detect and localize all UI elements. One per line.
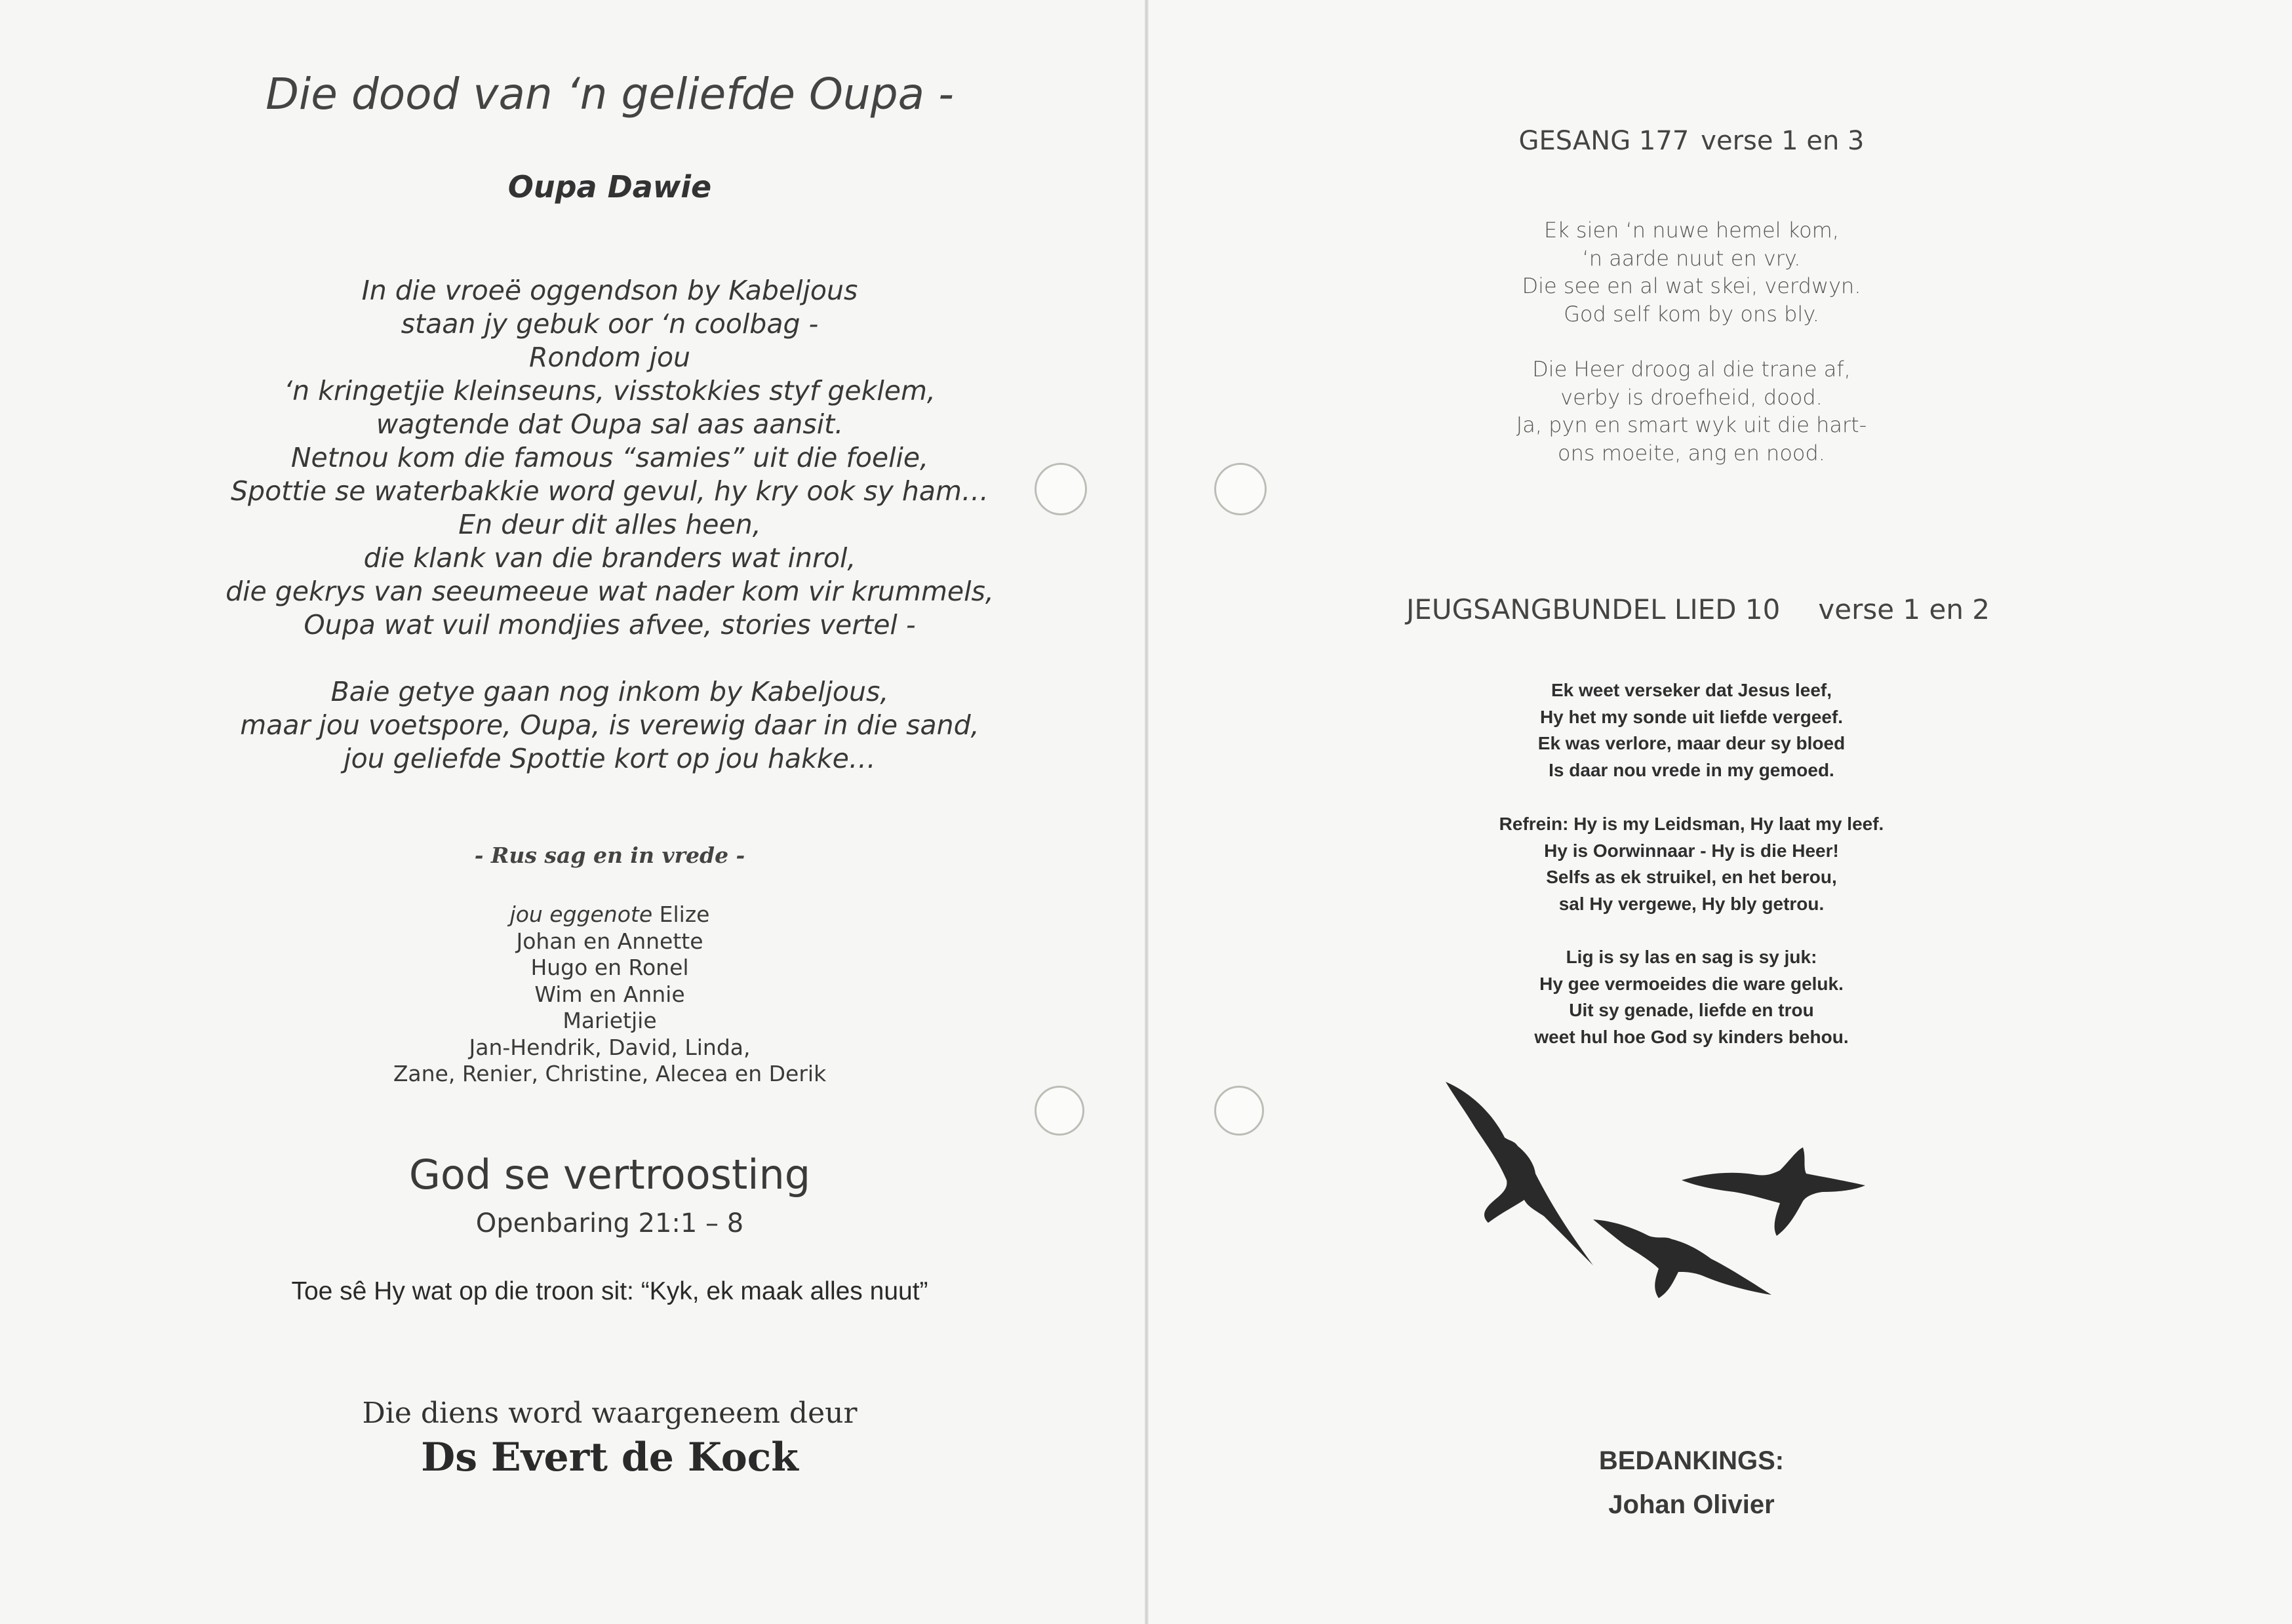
hymn-title (1324, 126, 2059, 156)
poem-line: die klank van die branders wat inrol, (363, 542, 856, 574)
family-line: Hugo en Ronel (530, 955, 689, 980)
bird-icon (1682, 1147, 1865, 1236)
poem-line: wagtende dat Oupa sal aas aansit. (376, 408, 844, 440)
hymn-stanza-2 (1324, 355, 2059, 467)
poem-line: maar jou voetspore, Oupa, is verewig daar in die sand, (240, 709, 979, 741)
minister-name: Ds Evert de Kock (421, 1435, 799, 1480)
subtitle: Oupa Dawie (507, 169, 712, 205)
poem-line: Oupa wat vuil mondjies afvee, stories vertel - (304, 609, 916, 641)
poem-line: Spottie se waterbakkie word gevul, hy kry ook sy ham… (231, 475, 989, 507)
hymn-number: GESANG 177 (1518, 126, 1689, 156)
family-line: Wim en Annie (534, 981, 685, 1007)
hymn-line: ‘n aarde nuut en vry. (1582, 245, 1801, 271)
poem-line: ‘n kringetjie kleinseuns, visstokkies styf geklem, (284, 375, 936, 406)
song-line: Hy gee vermoeides die ware geluk. (1539, 973, 1844, 994)
punch-hole (1035, 1086, 1084, 1136)
family-line: Johan en Annette (516, 928, 703, 954)
page-title: Die dood van ‘n geliefde Oupa - (266, 69, 954, 119)
poem-line: Baie getye gaan nog inkom by Kabeljous, (330, 676, 889, 707)
scripture-quote: Toe sê Hy wat op die troon sit: “Kyk, ek maak alles nuut” (291, 1277, 928, 1305)
acknowledgements-label: BEDANKINGS: (1598, 1446, 1785, 1475)
hymn-line: ons moeite, ang en nood. (1558, 440, 1825, 465)
song-line: Ek was verlore, maar deur sy bloed (1537, 733, 1846, 753)
punch-hole (1214, 1086, 1264, 1136)
bird-icon (1446, 1082, 1593, 1265)
spouse-name: Elize (659, 901, 710, 927)
poem-line: jou geliefde Spottie kort op jou hakke… (344, 743, 876, 774)
song-line: weet hul hoe God sy kinders behou. (1534, 1026, 1849, 1047)
birds-illustration (1436, 1075, 1934, 1305)
spouse-label: jou eggenote (509, 901, 653, 927)
song-line: Ek weet verseker dat Jesus leef, (1551, 680, 1832, 700)
hymn-line: Die Heer droog al die trane af, (1532, 357, 1851, 382)
poem-line: die gekrys van seeumeeue wat nader kom vir krummels, (226, 576, 994, 607)
song-stanza-1 (1324, 677, 2059, 783)
song-line: Uit sy genade, liefde en trou (1569, 1000, 1814, 1020)
family-list (197, 901, 1023, 1088)
hymn-line: Die see en al wat skei, verdwyn. (1522, 273, 1861, 298)
punch-hole (1214, 463, 1267, 515)
song-line: Lig is sy las en sag is sy juk: (1566, 947, 1817, 967)
hymn-line: verby is droefheid, dood. (1560, 384, 1823, 410)
family-line (197, 901, 1023, 928)
song-title (1311, 593, 2085, 625)
song-book: JEUGSANGBUNDEL LIED 10 (1406, 593, 1781, 625)
family-line: Zane, Renier, Christine, Alecea en Derik (393, 1061, 827, 1086)
poem-line: In die vroeë oggendson by Kabeljous (361, 275, 858, 306)
song-line: Selfs as ek struikel, en het berou, (1546, 867, 1837, 887)
poem-line: Netnou kom die famous “samies” uit die foelie, (290, 442, 929, 473)
service-note: Die diens word waargeneem deur (362, 1396, 858, 1430)
song-line: Hy het my sonde uit liefde vergeef. (1539, 706, 1844, 727)
bird-icon (1593, 1219, 1771, 1298)
refrain-label: Refrein: (1499, 814, 1569, 834)
refrain-first-line: Hy is my Leidsman, Hy laat my leef. (1573, 814, 1884, 834)
punch-hole (1035, 463, 1087, 515)
hymn-line: Ek sien ‘n nuwe hemel kom, (1543, 218, 1840, 243)
family-line: Marietjie (563, 1008, 657, 1033)
hymn-stanza-1 (1324, 216, 2059, 328)
page-fold (1145, 0, 1149, 1624)
poem-line: Rondom jou (528, 342, 691, 373)
acknowledgements-name: Johan Olivier (1608, 1490, 1775, 1519)
hymn-line: Ja, pyn en smart wyk uit die hart- (1516, 412, 1867, 437)
song-line: Hy is Oorwinnaar - Hy is die Heer! (1544, 840, 1839, 861)
song-stanza-2 (1324, 944, 2059, 1050)
acknowledgements (1324, 1439, 2059, 1527)
poem-stanza-1 (197, 274, 1023, 642)
hymn-line: God self kom by ons bly. (1564, 301, 1819, 327)
poem-stanza-2 (197, 675, 1023, 776)
hymn-verses: verse 1 en 3 (1701, 126, 1865, 156)
rest-in-peace: - Rus sag en in vrede - (474, 842, 745, 868)
scripture-reference: Openbaring 21:1 – 8 (475, 1208, 744, 1238)
song-line: Is daar nou vrede in my gemoed. (1549, 759, 1834, 780)
poem-line: En deur dit alles heen, (458, 509, 761, 540)
song-line (1324, 811, 2059, 838)
comfort-title: God se vertroosting (408, 1151, 811, 1198)
family-line: Jan-Hendrik, David, Linda, (469, 1034, 751, 1060)
song-verses: verse 1 en 2 (1818, 593, 1990, 625)
song-line: sal Hy vergewe, Hy bly getrou. (1558, 893, 1825, 914)
song-refrain (1324, 811, 2059, 917)
poem-line: staan jy gebuk oor ‘n coolbag - (401, 308, 819, 340)
